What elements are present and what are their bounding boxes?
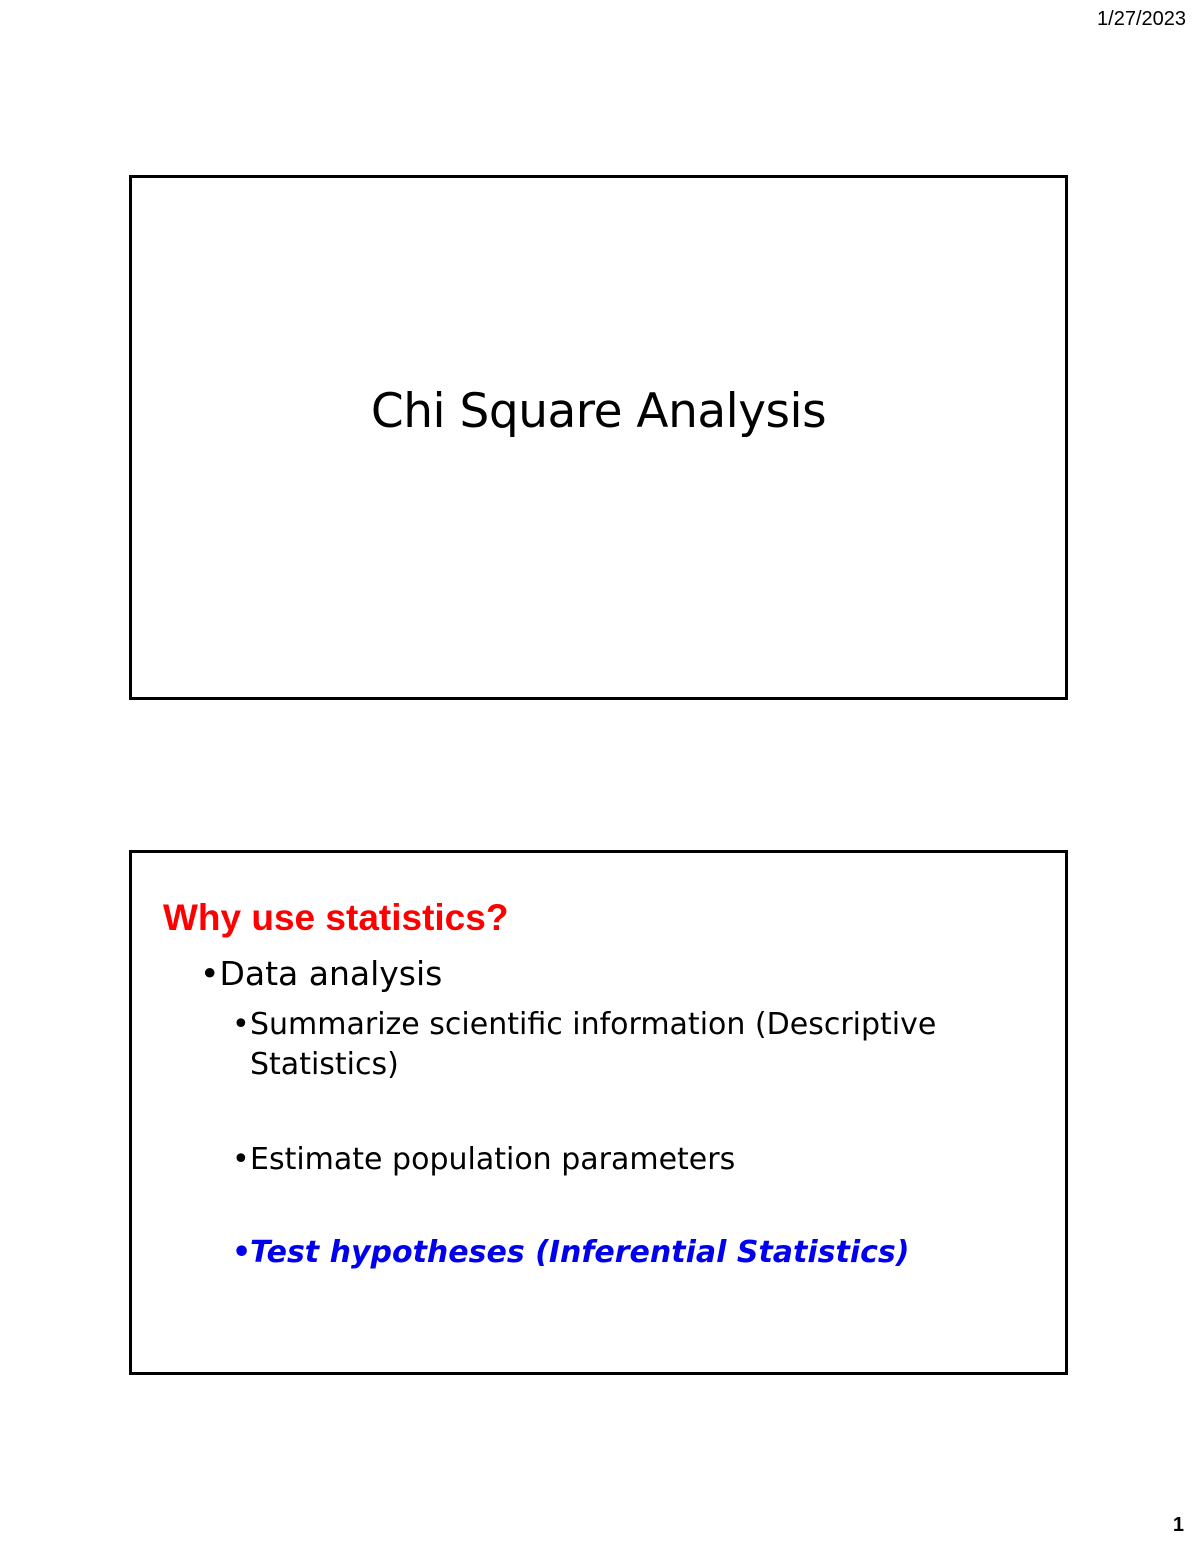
bullet-marker: • [200, 954, 220, 993]
bullet-text: Data analysis [219, 954, 443, 993]
bullet-summarize [232, 1005, 992, 1085]
slide-2-content [129, 850, 1068, 1375]
bullet-marker: • [232, 1142, 250, 1177]
bullet-text: Summarize scientific information (Descriptive Statistics) [250, 1007, 937, 1082]
slide-title: Chi Square Analysis [370, 384, 827, 439]
slide-heading: Why use statistics? [163, 897, 509, 938]
bullet-text: Test hypotheses (Inferential Statistics) [250, 1235, 910, 1270]
bullet-marker: • [232, 1007, 250, 1042]
bullet-test-hypotheses [232, 1233, 992, 1273]
bullet-estimate [232, 1140, 992, 1180]
bullet-marker: • [232, 1235, 252, 1270]
bullet-text: Estimate population parameters [250, 1142, 736, 1177]
page-number: 1 [1172, 1514, 1184, 1536]
slide-1-title-slide [129, 175, 1068, 700]
bullet-data-analysis [200, 954, 442, 993]
page-date: 1/27/2023 [1097, 8, 1186, 30]
